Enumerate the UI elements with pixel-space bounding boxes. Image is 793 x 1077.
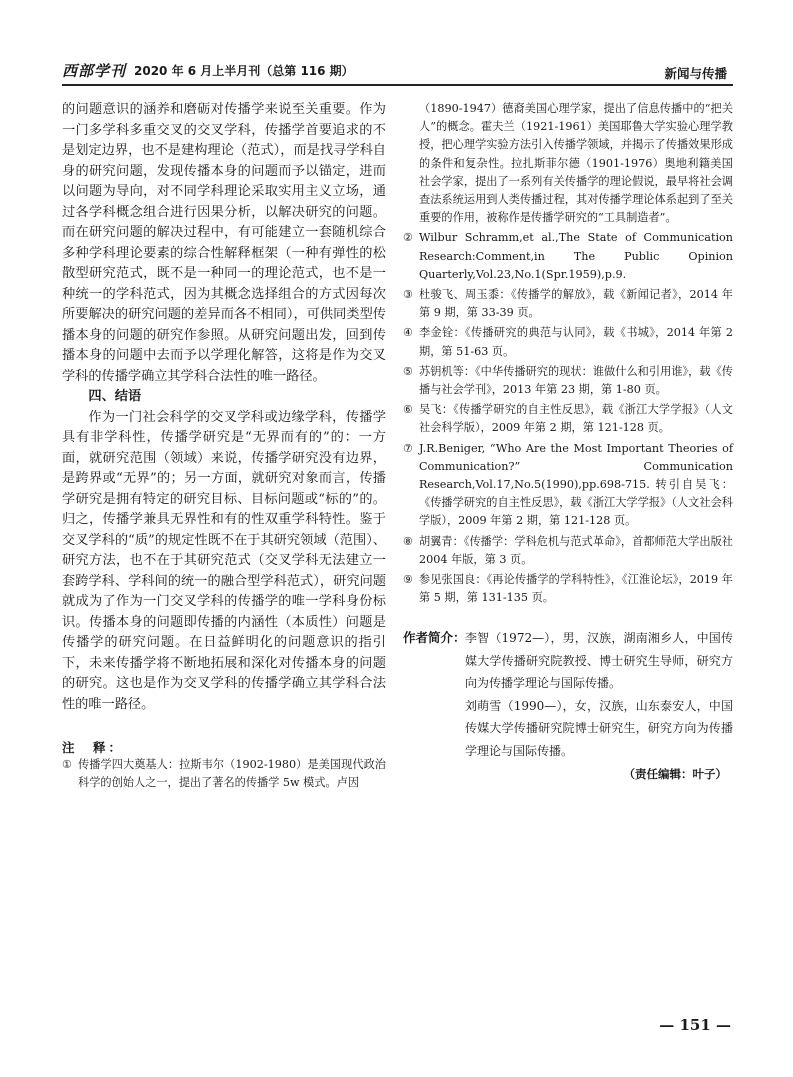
right-column (403, 100, 733, 782)
author-bio-1: 李智（1972—），男，汉族，湖南湘乡人，中国传媒大学传播研究院教授、博士研究生导师，研究方向为传播学理论与国际传播。 (465, 631, 733, 691)
footnote-number: ① (62, 758, 73, 771)
footnote-text: 参见张国良：《再论传播学的学科特性》，《江淮论坛》，2019 年第 5 期，第 131-135 页。 (419, 573, 733, 605)
footnote-text: 苏钥机等：《中华传播研究的现状：谁做什么和引用谁》，载《传播与社会学刊》，2013 年第 23 期，第 1-80 页。 (419, 364, 733, 397)
footnote-item (403, 363, 733, 399)
footnote-text: J.R.Beniger, “Who Are the Most Important Theories of Communication?” Communication Research,Vol.17,No.5(1990),pp.698-715. 转引自吴飞：《传播学研究的自主性反思》，载《浙江大学学报》（人文社会科学版），2009 年第 2 期，第 121-128 页。 (419, 441, 733, 528)
footnote-text: 杜骏飞、周玉黍：《传播学的解放》，载《新闻记者》，2014 年第 9 期，第 33-39 页。 (419, 288, 733, 320)
author-bio-2: 刘萌雪（1990—），女，汉族，山东泰安人，中国传媒大学传播研究院博士研究生，研究方向为传播学理论与国际传播。 (465, 698, 733, 758)
footnote-text: 胡翼青：《传播学：学科危机与范式革命》，首都师范大学出版社 2004 年版，第 3 页。 (419, 534, 733, 566)
footnote-number: ② (403, 231, 414, 245)
body-paragraph: 作为一门社会科学的交叉学科或边缘学科，传播学具有非学科性，传播学研究是“无界而有的”的：一方面，就研究范围（领域）来说，传播学研究没有边界，是跨界或“无界”的；另一方面，就研究对象而言，传播学研究是拥有特定的研究目标、目标问题或“标的”的。归之，传播学兼具无界性和有的性双重学科特性。鉴于交叉学科的“质”的规定性既不在于其研究领域（范围）、研究方法，也不在于其研究范式（交叉学科无法建立一套跨学科、学科间的统一的融合型学科范式），研究问题就成为了作为一门交叉学科的传播学的唯一学科身份标识。传播本身的问题即传播的内涵性（本质性）问题是传播学的研究问题。在日益鲜明化的问题意识的指引下，未来传播学将不断地拓展和深化对传播本身的问题的研究。这也是作为交叉学科的传播学确立其学科合法性的唯一路径。 (62, 409, 386, 712)
header-rule (62, 84, 733, 86)
footnote-item (403, 286, 733, 322)
footnote-number: ⑤ (403, 364, 414, 378)
footnote-list (403, 229, 733, 607)
footnote-number: ⑨ (403, 573, 414, 587)
footnote-number: ④ (403, 326, 414, 340)
footnote-number: ③ (403, 288, 414, 302)
column-name: 新闻与传播 (664, 66, 727, 81)
author-bio (403, 627, 733, 762)
body-paragraph: 的问题意识的涵养和磨砺对传播学来说至关重要。作为一门多学科多重交叉的交叉学科，传播学首要追求的不是划定边界，也不是建构理论（范式），而是找寻学科自身的研究问题，发现传播本身的问题而予以锚定，进而以问题为导向，对不同学科理论采取实用主义立场，通过各学科概念组合进行因果分析，以解决研究的问题。而在研究问题的解决过程中，有可能建立一套随机综合多种学科理论要素的综合性解释框架（一种有弹性的松散型研究范式，既不是一种同一的理论范式，也不是一种统一的学科范式，因为其概念选择组合的方式因每次所要解决的研究问题的差异而各不相同），可供同类型传播本身的问题的研究作参照。从研究问题出发，回到传播本身的问题中去而予以学理化解答，这将是作为交叉学科的传播学确立其学科合法性的唯一路径。 (62, 102, 386, 384)
notes-heading: 注 释： (62, 740, 125, 755)
footnote-number: ⑦ (403, 441, 414, 455)
footnote-text: 传播学四大奠基人：拉斯韦尔（1902-1980）是美国现代政治科学的创始人之一，提出了著名的传播学 5w 模式。卢因 (78, 758, 386, 790)
footnote-number: ⑧ (403, 534, 414, 548)
page-header (62, 58, 733, 86)
footnote-item (403, 229, 733, 284)
footnote-item (62, 756, 386, 792)
footnote-item (403, 440, 733, 531)
responsible-editor: （责任编辑：叶子） (623, 767, 727, 782)
footnote-item (403, 571, 733, 607)
author-bio-label: 作者简介： (403, 630, 466, 646)
footnote-item (403, 533, 733, 569)
journal-logo: 西部学刊 (62, 62, 127, 80)
left-column (62, 100, 386, 792)
footnote-item (403, 324, 733, 360)
section-heading: 四、结语 (88, 389, 142, 404)
footnote-text: 李金铨：《传播研究的典范与认同》，载《书城》，2014 年第 2 期，第 51-63 页。 (419, 326, 733, 358)
issue-info: 2020 年 6 月上半月刊（总第 116 期） (134, 64, 354, 78)
footnote-item (403, 401, 733, 437)
footnote-text: 吴飞：《传播学研究的自主性反思》，载《浙江大学学报》（人文社会科学版），2009 年第 2 期，第 121-128 页。 (419, 403, 733, 435)
footnote-text: Wilbur Schramm,et al.,The State of Communication Research:Comment,in The Public Opinion Quarterly,Vol.23,No.1(Spr.1959),p.9. (419, 231, 733, 281)
page-number: — 151 — (659, 1016, 731, 1034)
footnote-continuation: （1890-1947）德裔美国心理学家，提出了信息传播中的“把关人”的概念。霍夫兰（1921-1961）美国耶鲁大学实验心理学教授，把心理学实验方法引入传播学领域，并揭示了传播效果形成的条件和复杂性。拉扎斯菲尔德（1901-1976）奥地利籍美国社会学家，提出了一系列有关传播学的理论假说，最早将社会调查法系统运用到人类传播过程，其对传播学理论体系起到了至关重要的作用，被称作是传播学研究的“工具制造者”。 (419, 102, 733, 225)
footnote-number: ⑥ (403, 403, 414, 417)
